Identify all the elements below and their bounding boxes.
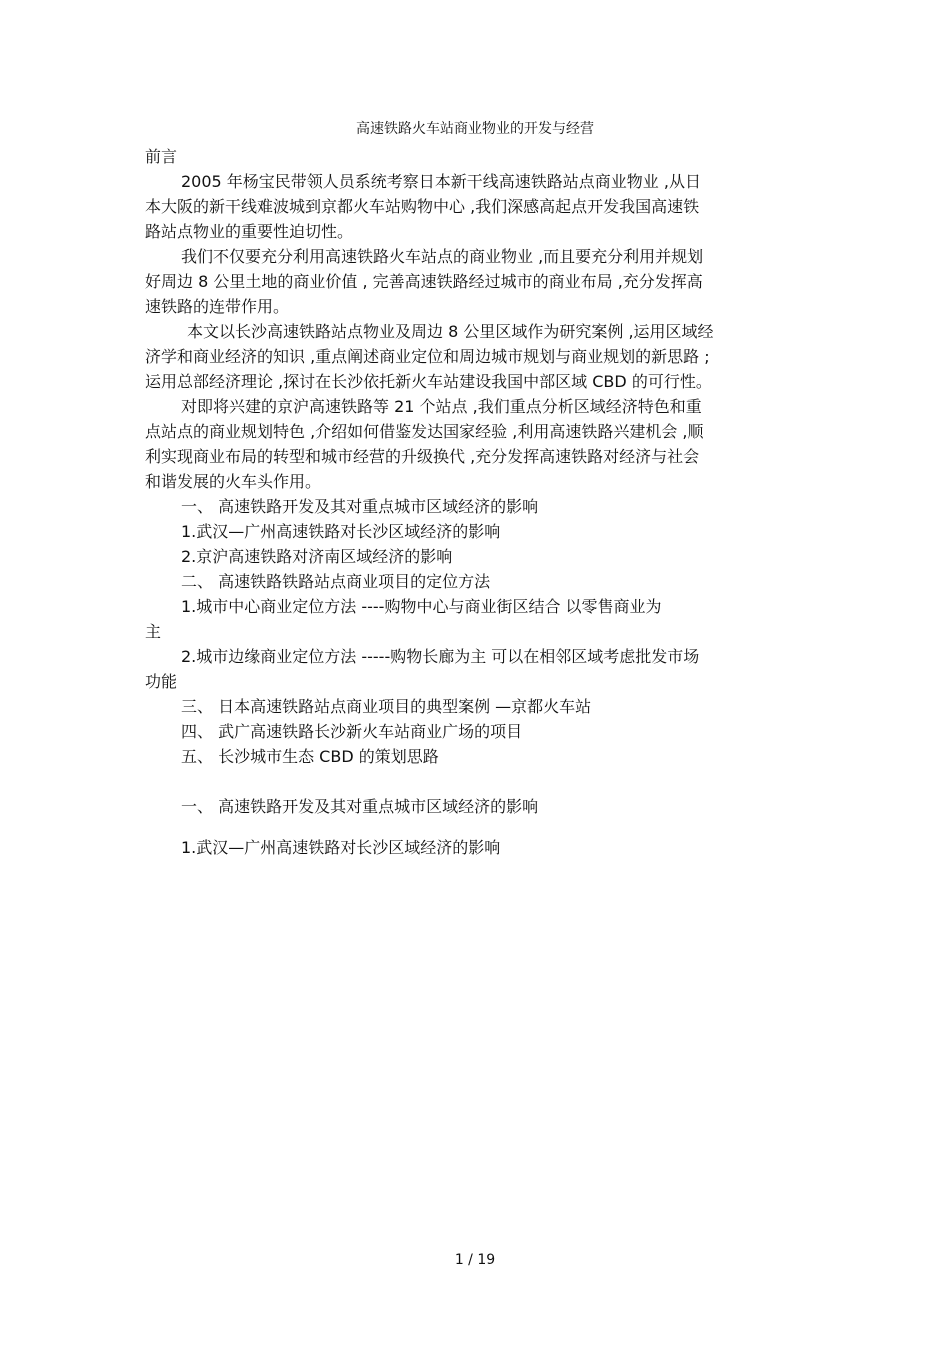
outline-heading: 一、 高速铁路开发及其对重点城市区域经济的影响 <box>181 497 539 516</box>
outline-item: 1.城市中心商业定位方法 ----购物中心与商业街区结合 以零售商业为 <box>181 597 662 616</box>
page-number: 1 / 19 <box>454 1252 496 1268</box>
outline-item-continuation: 功能 <box>145 672 178 691</box>
paragraph-line: 路站点物业的重要性迫切性。 <box>145 222 354 241</box>
paragraph-line: 本大阪的新干线难波城到京都火车站购物中心 ,我们深感高起点开发我国高速铁 <box>145 197 700 216</box>
paragraph-line: 好周边 8 公里土地的商业价值 , 完善高速铁路经过城市的商业布局 ,充分发挥高 <box>145 272 703 291</box>
paragraph-line: 利实现商业布局的转型和城市经营的升级换代 ,充分发挥高速铁路对经济与社会 <box>145 447 700 466</box>
paragraph-line: 运用总部经济理论 ,探讨在长沙依托新火车站建设我国中部区域 CBD 的可行性。 <box>145 372 712 391</box>
section-heading: 一、 高速铁路开发及其对重点城市区域经济的影响 <box>181 797 539 816</box>
preface-heading: 前言 <box>145 147 178 166</box>
paragraph-line: 济学和商业经济的知识 ,重点阐述商业定位和周边城市规划与商业规划的新思路 ; <box>145 347 710 366</box>
outline-heading: 三、 日本高速铁路站点商业项目的典型案例 —京都火车站 <box>181 697 592 716</box>
subsection-heading: 1.武汉—广州高速铁路对长沙区域经济的影响 <box>181 838 501 857</box>
paragraph-line: 2005 年杨宝民带领人员系统考察日本新干线高速铁路站点商业物业 ,从日 <box>181 172 701 191</box>
paragraph-line: 本文以长沙高速铁路站点物业及周边 8 公里区域作为研究案例 ,运用区域经 <box>187 322 714 341</box>
outline-heading: 二、 高速铁路铁路站点商业项目的定位方法 <box>181 572 491 591</box>
paragraph-line: 和谐发展的火车头作用。 <box>145 472 322 491</box>
outline-item: 2.城市边缘商业定位方法 -----购物长廊为主 可以在相邻区域考虑批发市场 <box>181 647 700 666</box>
outline-heading: 五、 长沙城市生态 CBD 的策划思路 <box>181 747 439 766</box>
paragraph-line: 对即将兴建的京沪高速铁路等 21 个站点 ,我们重点分析区域经济特色和重 <box>181 397 702 416</box>
outline-heading: 四、 武广高速铁路长沙新火车站商业广场的项目 <box>181 722 523 741</box>
paragraph-line: 点站点的商业规划特色 ,介绍如何借鉴发达国家经验 ,利用高速铁路兴建机会 ,顺 <box>145 422 704 441</box>
blank-line <box>145 769 805 794</box>
document-title: 高速铁路火车站商业物业的开发与经营 <box>356 121 594 137</box>
outline-item: 1.武汉—广州高速铁路对长沙区域经济的影响 <box>181 522 501 541</box>
paragraph-line: 速铁路的连带作用。 <box>145 297 290 316</box>
paragraph-line: 我们不仅要充分利用高速铁路火车站点的商业物业 ,而且要充分利用并规划 <box>181 247 704 266</box>
document-body <box>145 144 805 860</box>
outline-item: 2.京沪高速铁路对济南区域经济的影响 <box>181 547 453 566</box>
outline-item-continuation: 主 <box>145 622 162 641</box>
blank-line <box>145 819 805 835</box>
